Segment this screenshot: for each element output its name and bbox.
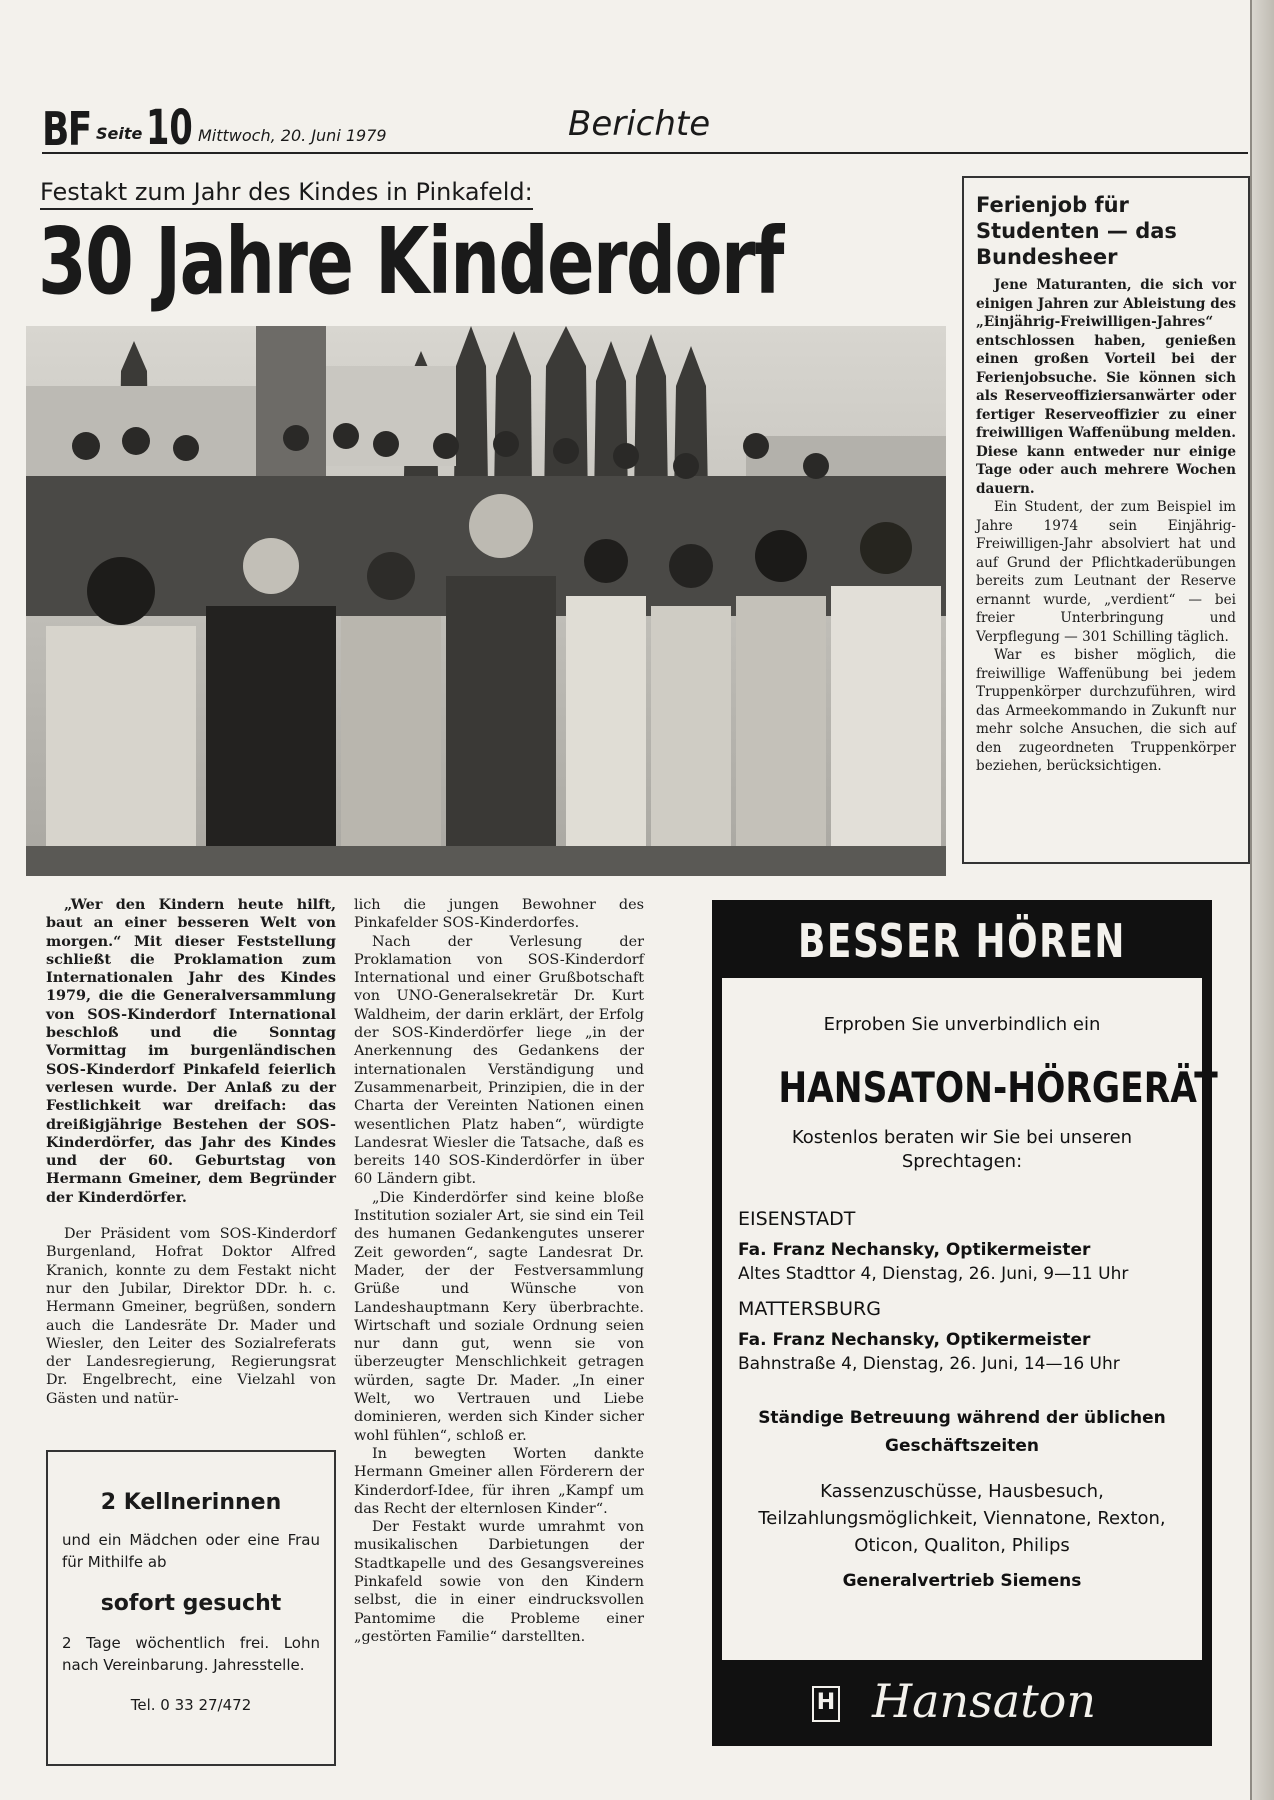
ad-address-1: Altes Stadttor 4, Dienstag, 26. Juni, 9—11 Uhr	[738, 1264, 1129, 1284]
hansaton-logo-text: Hansaton	[872, 1674, 1097, 1728]
page-label: Seite	[96, 124, 143, 143]
story-headline: 30 Jahre Kinderdorf	[38, 208, 783, 315]
story-paragraph: Nach der Verlesung der Proklamation von SOS-Kinderdorf International und einer Grußbotschaft von UNO-Generalsekretär Dr. Kurt Waldheim, der darin erklärt, der Erfolg der SOS-Kinderdörfer liege „in der Anerkennung des Gedankens der internationalen Verständigung und Zusammenarbeit, Prinzipien, die in der Charta der Vereinten Nationen einen wesentlichen Platz haben“, würdigte Landesrat Wiesler die Tatsache, daß es bereits 140 SOS-Kinderdörfer in über 60 Ländern gibt.	[354, 933, 644, 1188]
paper-logo: BF	[42, 102, 91, 156]
job-ad	[46, 1450, 336, 1766]
story-paragraph: „Die Kinderdörfer sind keine bloße Institution sozialer Art, sie sind ein Teil des humanen Gedankengutes unserer Zeit geworden“, sagte Landesrat Dr. Mader, der der Festversammlung Grüße und Wünsche von Landeshauptmann Kery überbrachte. Wirtschaft und soziale Ordnung seien nur dann gut, wenn sie von überzeugter Menschlichkeit getragen würden, sagte Dr. Mader. „In einer Welt, wo Vertrauen und Liebe dominieren, werden sich Kinder sicher wohl fühlen“, schloß er.	[354, 1189, 644, 1444]
sidebar-title: Ferienjob für Studenten — das Bundesheer	[976, 193, 1177, 269]
story-lead: „Wer den Kindern heute hilft, baut an einer besseren Welt von morgen.“ Mit dieser Feststellung schließt die Proklamation zum Internationalen Jahr des Kindes 1979, die die Generalversammlung von SOS-Kinderdorf International beschloß und die Sonntag Vormittag im burgenländischen SOS-Kinderdorf Pinkafeld feierlich verlesen wurde. Der Anlaß zu der Festlichkeit war dreifach: das dreißigjährige Bestehen der SOS-Kinderdörfer, das Jahr des Kindes und der 60. Geburtstag von Hermann Gmeiner, dem Begründer der Kinderdörfer.	[46, 896, 336, 1206]
story-column-1	[46, 896, 336, 1408]
masthead	[42, 100, 1248, 154]
job-ad-text: und ein Mädchen oder eine Frau für Mithilfe ab	[62, 1531, 320, 1571]
page-edge	[1250, 0, 1274, 1800]
story-column-2	[354, 896, 644, 1646]
ad-city-1: EISENSTADT	[738, 1208, 856, 1230]
section-title: Berichte	[568, 104, 711, 144]
ad-address-2: Bahnstraße 4, Dienstag, 26. Juni, 14—16 Uhr	[738, 1354, 1120, 1374]
sidebar-article	[962, 176, 1250, 864]
ad-firm-2: Fa. Franz Nechansky, Optikermeister	[738, 1330, 1091, 1350]
hansaton-logo-mark-icon: H	[812, 1686, 840, 1722]
group-photo-image	[26, 326, 946, 876]
hansaton-logo	[712, 1672, 1212, 1732]
ad-body	[722, 978, 1218, 1660]
job-ad-phone: Tel. 0 33 27/472	[130, 1696, 252, 1714]
sidebar-paragraph: War es bisher möglich, die freiwillige Waffenübung bei jedem Truppenkörper durchzuführen, wird das Armeekommando in Zukunft nur mehr solche Ansuchen, die sich auf den zugeordneten Truppenkörper beziehen, berücksichtigen.	[976, 647, 1236, 774]
page-number: 10	[146, 100, 193, 156]
sidebar-paragraph: Jene Maturanten, die sich vor einigen Jahren zur Ableistung des „Einjährig-Freiwilligen-Jahres“ entschlossen haben, genießen einen großen Vorteil bei der Ferienjobsuche. Sie können sich als Reserveoffiziersanwärter oder fertiger Reserveoffizier zu einer freiwilligen Waffenübung melden. Diese kann entweder nur einige Tage oder auch mehrere Wochen dauern.	[976, 277, 1236, 497]
story-paragraph: Der Festakt wurde umrahmt von musikalischen Darbietungen der Stadtkapelle und des Gesangsvereines Pinkafeld sowie von den Kindern selbst, die in einer eindrucksvollen Pantomime die Probleme einer „gestörten Familie“ darstellten.	[354, 1519, 644, 1645]
sidebar-paragraph: Ein Student, der zum Beispiel im Jahre 1974 sein Einjährig-Freiwilligen-Jahr absolviert hat und auf Grund der Pflichtkaderübungen bereits zum Leutnant der Reserve ernannt wurde, „verdient“ — bei freier Unterbringung und Verpflegung — 301 Schilling täglich.	[976, 499, 1236, 645]
ad-extras: Kassenzuschüsse, Hausbesuch, Teilzahlungsmöglichkeit, Viennatone, Rexton, Oticon, Qualiton, Philips	[758, 1481, 1166, 1556]
job-ad-title-2: sofort gesucht	[100, 1591, 282, 1616]
ad-banner: BESSER HÖREN	[798, 914, 1126, 968]
story-paragraph: In bewegten Worten dankte Hermann Gmeiner allen Förderern der Kinderdorf-Idee, für ihren „Kampf um das Recht der elternlosen Kinder“.	[354, 1445, 644, 1517]
job-ad-title: 2 Kellnerinnen	[100, 1490, 282, 1515]
job-ad-terms: 2 Tage wöchentlich frei. Lohn nach Vereinbarung. Jahresstelle.	[62, 1634, 320, 1674]
ad-distributor: Generalvertrieb Siemens	[842, 1571, 1082, 1591]
story-paragraph: lich die jungen Bewohner des Pinkafelder SOS-Kinderdorfes.	[354, 897, 644, 932]
ad-intro: Erproben Sie unverbindlich ein	[823, 1014, 1101, 1035]
ad-consult: Kostenlos beraten wir Sie bei unseren Sprechtagen:	[791, 1127, 1133, 1172]
hansaton-ad	[712, 900, 1218, 1746]
ad-city-2: MATTERSBURG	[738, 1298, 881, 1320]
ad-firm-1: Fa. Franz Nechansky, Optikermeister	[738, 1240, 1091, 1260]
story-paragraph: Der Präsident vom SOS-Kinderdorf Burgenland, Hofrat Doktor Alfred Kranich, konnte zu dem Festakt nicht nur den Jubilar, Direktor DDr. h. c. Hermann Gmeiner, begrüßen, sondern auch die Landesräte Dr. Mader und Wiesler, den Leiter des Sozialreferats der Landesregierung, Regierungsrat Dr. Engelbrecht, eine Vielzahl von Gästen und natür-	[46, 1226, 336, 1407]
ad-service: Ständige Betreuung während der üblichen Geschäftszeiten	[758, 1408, 1166, 1456]
group-photo	[26, 326, 946, 876]
ad-product: HANSATON-HÖRGERÄT	[778, 1063, 1218, 1112]
story-kicker: Festakt zum Jahr des Kindes in Pinkafeld:	[40, 178, 533, 210]
issue-date: Mittwoch, 20. Juni 1979	[198, 126, 387, 145]
